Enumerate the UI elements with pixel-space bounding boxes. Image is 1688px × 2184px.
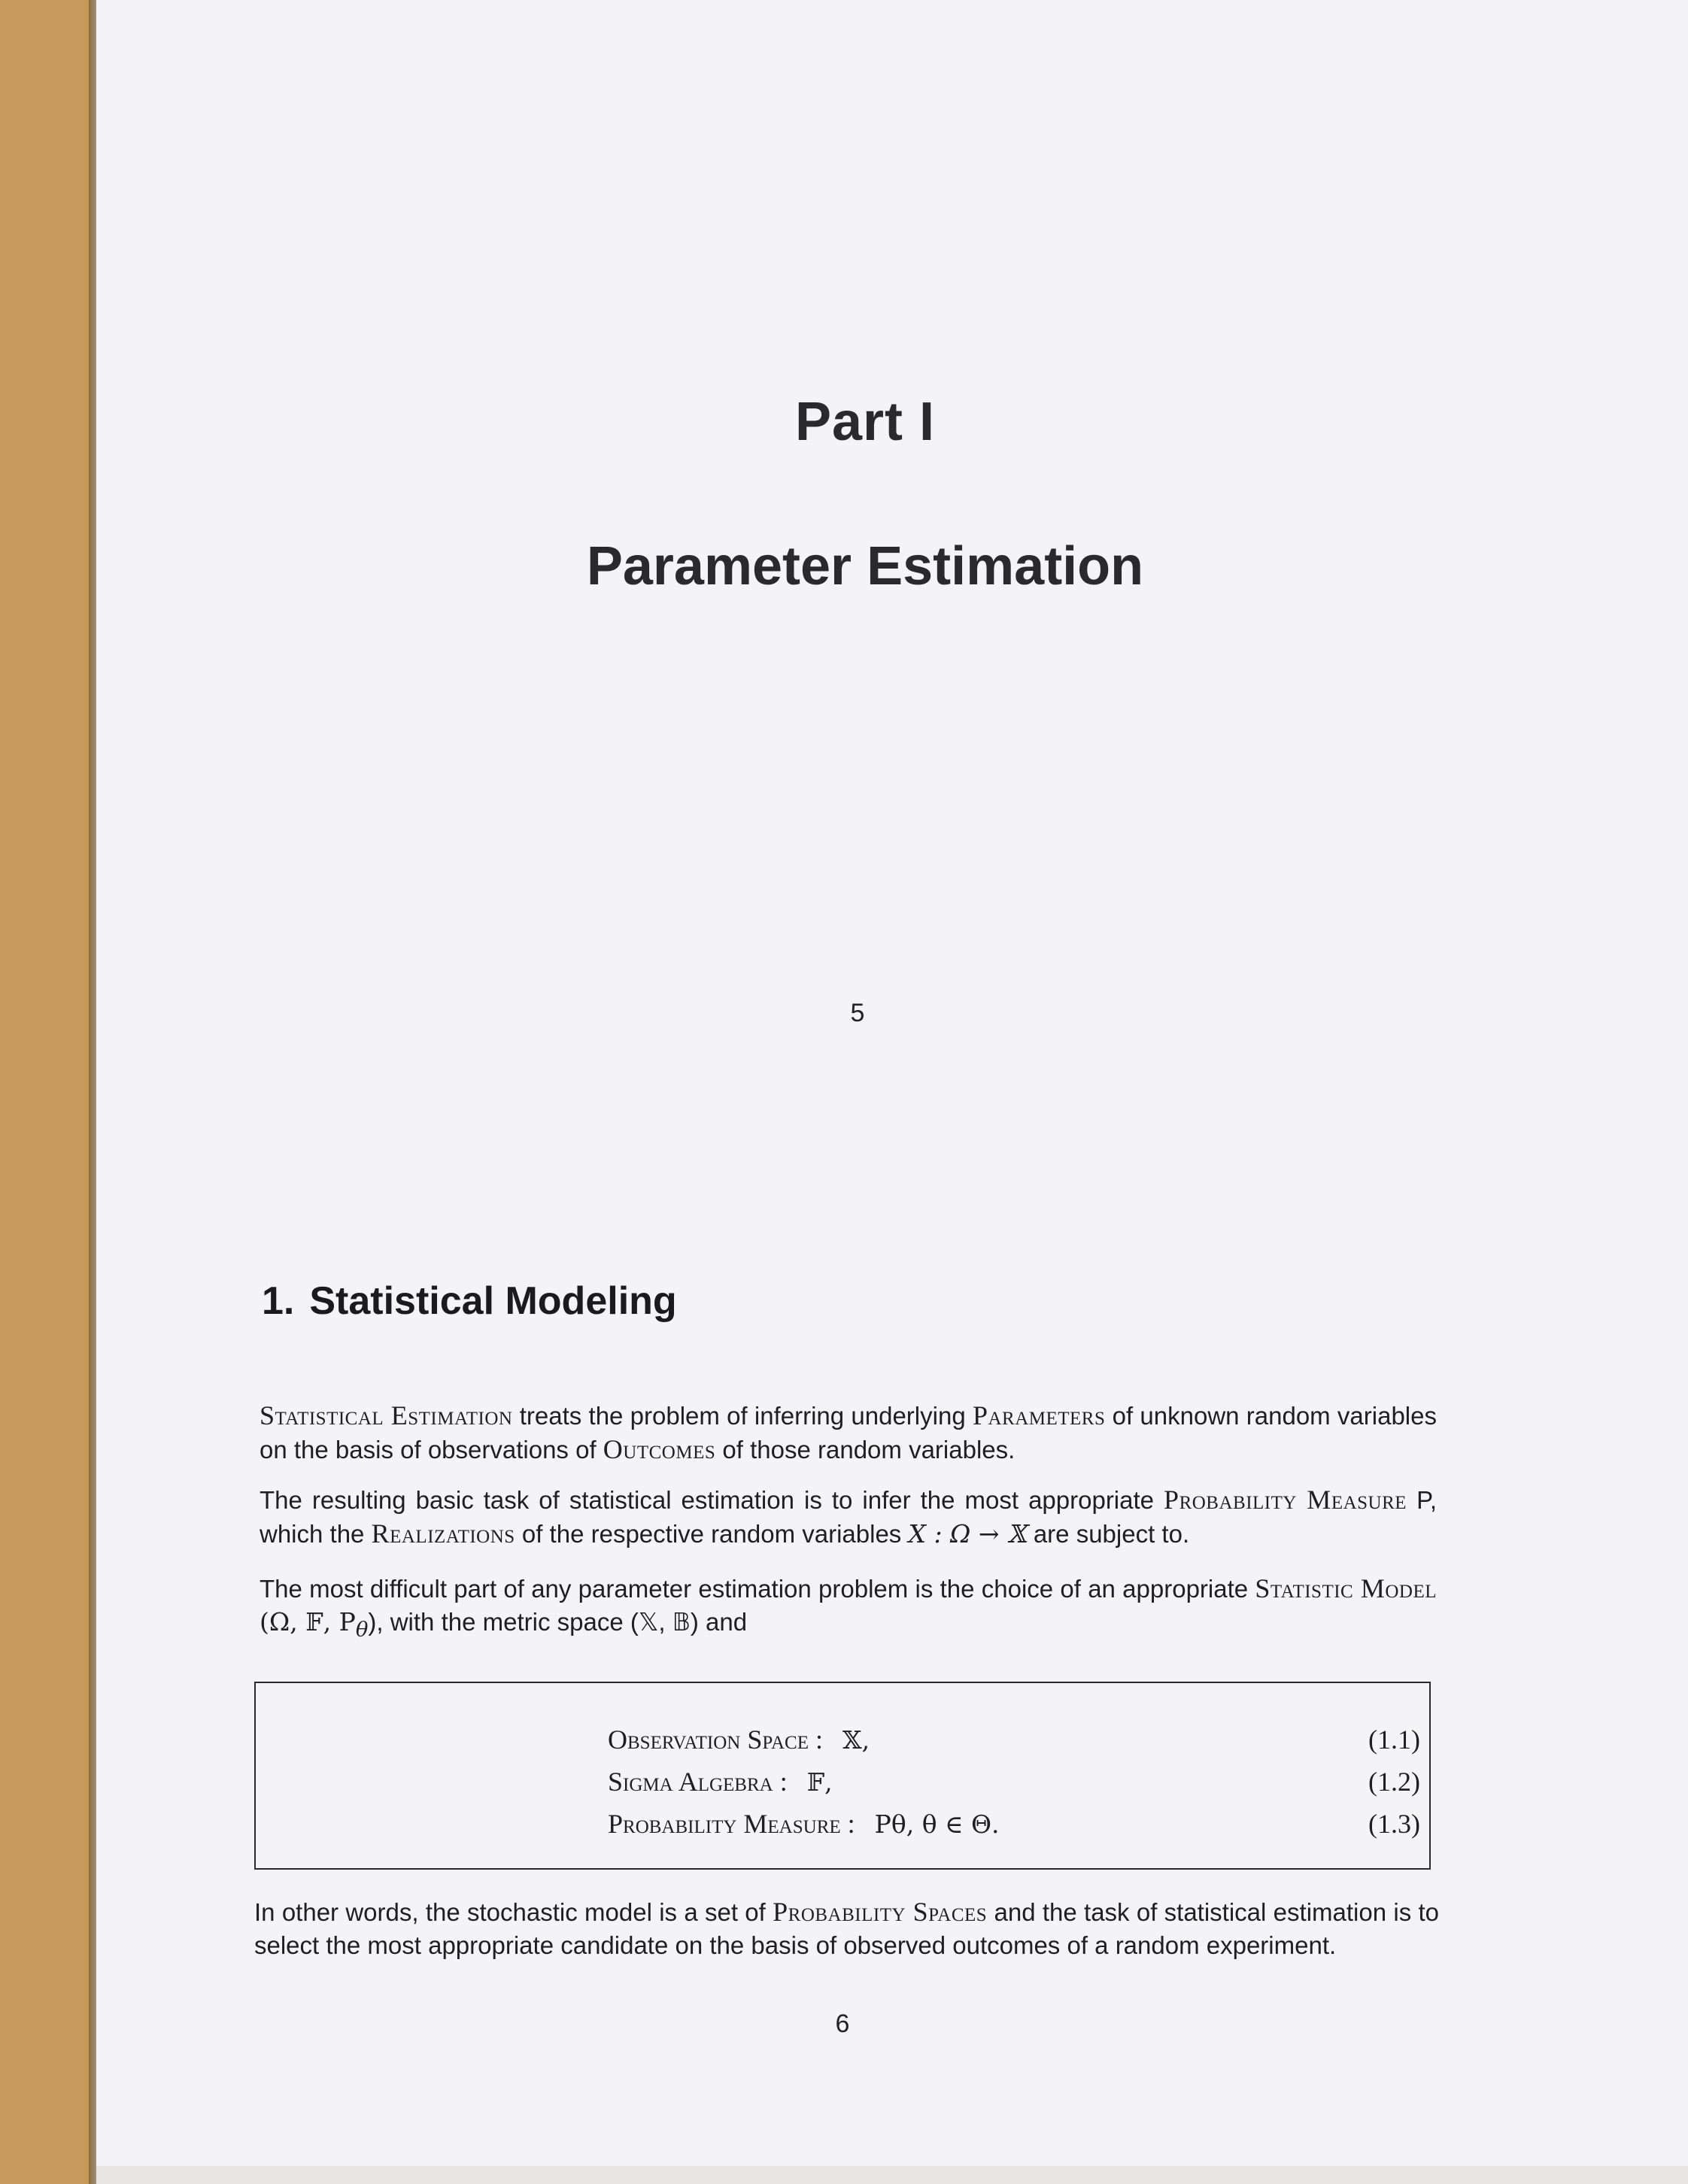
text-span: P, which the xyxy=(260,1486,1438,1548)
equation-value: 𝔽, xyxy=(806,1767,833,1797)
part-label: Part I xyxy=(794,392,936,452)
part-title: Parameter Estimation xyxy=(586,536,1144,596)
text-span: In other words, the stochastic model is a set of xyxy=(254,1898,773,1926)
text-span: of unknown random variables on the basis of observations of xyxy=(260,1402,1437,1464)
text-span: of those random variables. xyxy=(715,1436,1016,1464)
text-span: ), with the metric space (𝕏, 𝔹) and xyxy=(368,1608,748,1636)
paragraph-1 xyxy=(260,1399,1437,1467)
math-model-tuple: (Ω, 𝔽, P xyxy=(260,1607,356,1636)
equation-value: 𝕏, xyxy=(842,1725,870,1755)
section-heading xyxy=(262,1279,1164,1324)
text-span: are subject to. xyxy=(1026,1520,1190,1548)
text-span: The resulting basic task of statistical estimation is to infer the most appropriate xyxy=(260,1486,1164,1514)
math-subscript-theta: θ xyxy=(355,1617,369,1642)
term-parameters: Parameters xyxy=(972,1400,1106,1430)
equation-row xyxy=(608,1766,1420,1808)
page-number-bottom: 6 xyxy=(835,2010,850,2038)
equation-label: Observation Space : xyxy=(608,1724,823,1755)
text-span: and the task of statistical estimation is to select the most appropriate candidate on the basis of observed outcomes of a random experiment. xyxy=(254,1898,1440,1959)
math-random-variable: X : Ω → 𝕏 xyxy=(908,1519,1027,1549)
page-number-top: 5 xyxy=(850,999,865,1027)
term-probability-spaces: Probability Spaces xyxy=(773,1897,988,1927)
text-span: of the respective random variables xyxy=(515,1520,909,1548)
equation-row xyxy=(608,1724,1420,1766)
section-title: Statistical Modeling xyxy=(309,1279,677,1323)
paragraph-4 xyxy=(254,1895,1439,1962)
equation-value: Pθ, θ ∈ Θ. xyxy=(874,1809,1000,1839)
term-statistic-model: Statistic Model xyxy=(1255,1573,1437,1603)
section-number: 1. xyxy=(262,1279,295,1323)
term-realizations: Realizations xyxy=(371,1518,515,1549)
term-outcomes: Outcomes xyxy=(603,1434,716,1464)
equation-label: Probability Measure : xyxy=(608,1809,855,1839)
text-span: treats the problem of inferring underlying xyxy=(512,1402,973,1430)
text-span: The most difficult part of any parameter estimation problem is the choice of an appropriate xyxy=(260,1575,1255,1603)
equation-label: Sigma Algebra : xyxy=(608,1767,788,1797)
equation-number: (1.1) xyxy=(1368,1724,1420,1755)
page-bottom-edge xyxy=(96,2166,1688,2184)
term-statistical-estimation: Statistical Estimation xyxy=(260,1400,513,1430)
paragraph-3 xyxy=(260,1572,1437,1646)
equation-number: (1.3) xyxy=(1368,1809,1420,1839)
term-probability-measure: Probability Measure xyxy=(1164,1485,1407,1515)
equation-row xyxy=(608,1808,1420,1850)
equation-number: (1.2) xyxy=(1368,1767,1420,1797)
paragraph-2 xyxy=(260,1483,1437,1551)
